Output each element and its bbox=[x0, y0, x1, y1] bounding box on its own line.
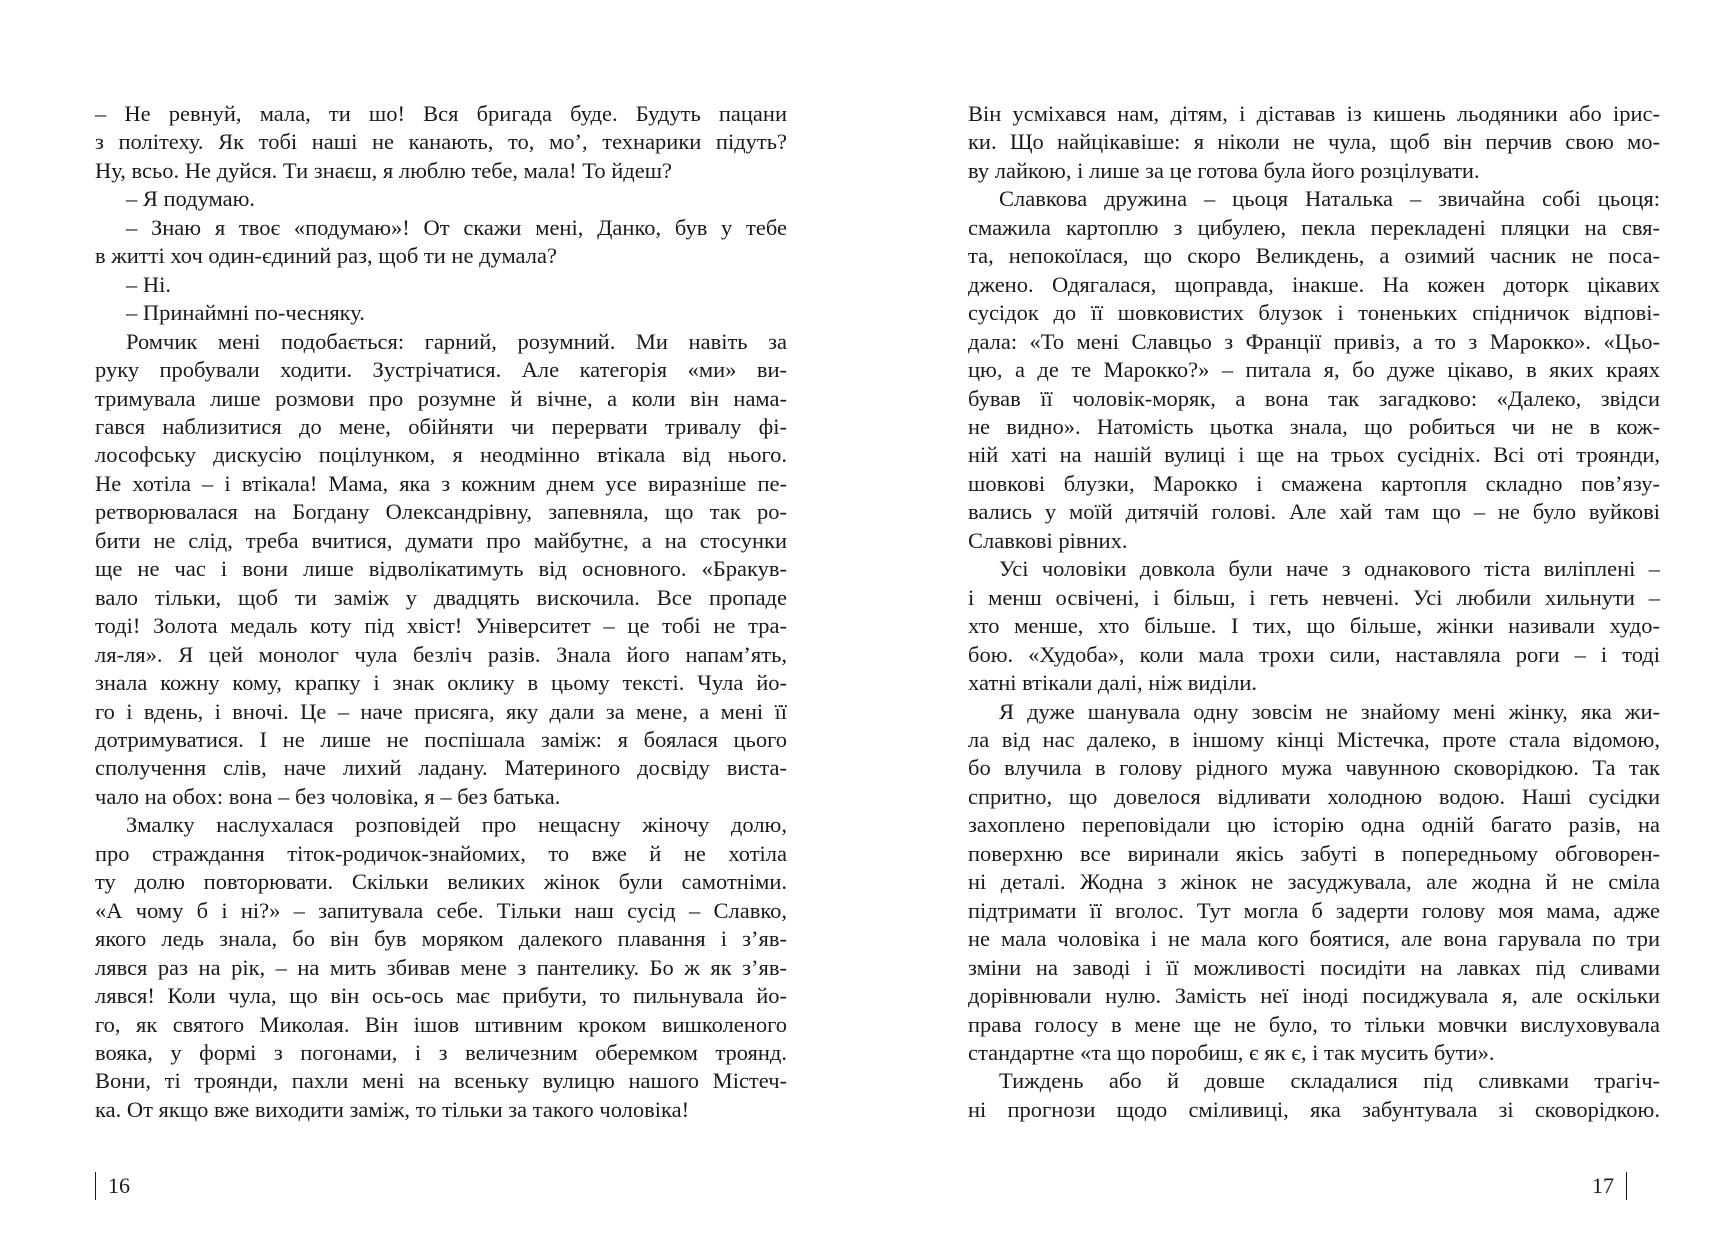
text-line: сполучення слів, наче лихий ладану. Материного досвіду виста- bbox=[95, 755, 787, 781]
text-line: сусідок до її шовковистих блузок і тоненьких спідничок відпові- bbox=[968, 300, 1660, 326]
text-line: про страждання тіток-родичок-знайомих, то вже й не хотіла bbox=[95, 840, 787, 866]
text-line: Він усміхався нам, дітям, і діставав із кишень льодяники або ірис- bbox=[968, 101, 1660, 126]
left-page-text bbox=[95, 100, 787, 1124]
text-line: – Принаймні по-чесняку. bbox=[126, 300, 365, 326]
text-line: шовкові блузки, Марокко і смажена картопля складно пов’язу- bbox=[968, 470, 1660, 496]
text-line: Вони, ті троянди, пахли мені на всеньку вулицю нашого Містеч- bbox=[95, 1068, 787, 1094]
text-line: вояка, у формі з погонами, і з величезним оберемком троянд. bbox=[95, 1039, 787, 1065]
text-line: тримувала лише розмови про розумне й вічне, а коли він нама- bbox=[95, 385, 787, 411]
text-line: Тиждень або й довше складалися під сливками трагіч- bbox=[999, 1068, 1660, 1094]
text-line: ретворювалася на Богдану Олександрівну, запевняла, що так ро- bbox=[95, 499, 787, 525]
text-line: хатні втікали далі, ніж виділи. bbox=[968, 670, 1258, 696]
text-line: вались у моїй дитячій голові. Але хай там що – не було вуйкові bbox=[968, 499, 1660, 525]
text-line: бити не слід, треба вчитися, думати про майбутнє, а на стосунки bbox=[95, 527, 787, 553]
text-line: го, як святого Миколая. Він ішов штивним кроком вишколеного bbox=[95, 1011, 787, 1037]
text-line: Не хотіла – і втікала! Мама, яка з кожним днем усе виразніше пе- bbox=[95, 470, 787, 496]
text-line: ву лайкою, і лише за це готова була його розцілувати. bbox=[968, 157, 1480, 183]
text-line: в житті хоч один-єдиний раз, щоб ти не думала? bbox=[95, 243, 557, 269]
text-line: бував її чоловік-моряк, а вона так загадково: «Далеко, звідси bbox=[968, 385, 1660, 411]
text-line: ла від нас далеко, в іншому кінці Містечка, проте стала відомою, bbox=[968, 726, 1660, 752]
text-line: чало на обох: вона – без чоловіка, я – без батька. bbox=[95, 783, 561, 809]
text-line: спритно, що довелося відливати холодною водою. Наші сусідки bbox=[968, 783, 1660, 809]
text-line: Славкові рівних. bbox=[968, 527, 1128, 553]
text-line: ній хаті на нашій вулиці і ще на трьох сусідніх. Всі оті троянди, bbox=[968, 442, 1660, 468]
text-line: захоплено переповідали цю історію одна одній багато разів, на bbox=[968, 812, 1660, 838]
text-line: ні прогнози щодо сміливиці, яка забунтувала зі сковорідкою. bbox=[968, 1096, 1660, 1122]
text-line: – Ні. bbox=[126, 271, 171, 297]
text-line: Усі чоловіки довкола були наче з однакового тіста виліплені – bbox=[999, 556, 1660, 582]
text-line: якого ледь знала, бо він був моряком далекого плавання і з’яв- bbox=[95, 926, 787, 952]
text-line: ту долю повторювати. Скільки великих жінок були самотніми. bbox=[95, 869, 787, 895]
page-number-left: 16 bbox=[95, 1172, 130, 1200]
text-line: ні деталі. Жодна з жінок не засуджувала, але жодна й не сміла bbox=[968, 869, 1660, 895]
text-line: джено. Одягалася, щоправда, інакше. На кожен доторк цікавих bbox=[968, 271, 1660, 297]
text-line: Я дуже шанувала одну зовсім не знайому мені жінку, яка жи- bbox=[999, 698, 1660, 724]
text-line: цю, а де те Марокко?» – питала я, бо дуже цікаво, в яких краях bbox=[968, 357, 1660, 383]
text-line: – Я подумаю. bbox=[126, 186, 256, 212]
text-line: смажила картоплю з цибулею, пекла перекладені пляцки на свя- bbox=[968, 214, 1660, 240]
text-line: – Не ревнуй, мала, ти шо! Вся бригада буде. Будуть пацани bbox=[95, 101, 787, 126]
right-page-text bbox=[968, 100, 1660, 1124]
text-line: хто менше, хто більше. І тих, що більше, жінки називали худо- bbox=[968, 613, 1660, 639]
text-line: го і вдень, і вночі. Це – наче присяга, яку дали за мене, а мені її bbox=[95, 698, 787, 724]
text-line: знала кожну кому, крапку і знак оклику в цьому тексті. Чула йо- bbox=[95, 670, 787, 696]
text-line: лософську дискусію поцілунком, я неодмінно втікала від нього. bbox=[95, 442, 787, 468]
text-line: підтримати її вголос. Тут могла б задерти голову моя мама, адже bbox=[968, 897, 1660, 923]
text-line: та, непокоїлася, що скоро Великдень, а озимий часник не поса- bbox=[968, 243, 1660, 269]
text-line: лявся раз на рік, – на мить збивав мене з пантелику. Бо ж як з’яв- bbox=[95, 954, 787, 980]
text-line: – Знаю я твоє «подумаю»! От скажи мені, Данко, був у тебе bbox=[126, 214, 787, 240]
text-line: дала: «То мені Славцьо з Франції привіз, а то з Марокко». «Цьо- bbox=[968, 328, 1660, 354]
text-line: бо влучила в голову рідного мужа чавунною сковорідкою. Та так bbox=[968, 755, 1660, 781]
text-line: дотримуватися. І не лише не поспішала заміж: я боялася цього bbox=[95, 726, 787, 752]
text-line: поверхню все виринали якісь забуті в попередньому обговорен- bbox=[968, 840, 1660, 866]
text-line: з політеху. Як тобі наші не канають, то, мо’, технарики підуть? bbox=[95, 129, 787, 155]
text-line: Ну, всьо. Не дуйся. Ти знаєш, я люблю тебе, мала! То йдеш? bbox=[95, 157, 673, 183]
text-line: зміни на заводі і її можливості посидіти на лавках під сливами bbox=[968, 954, 1660, 980]
text-line: стандартне «та що поробиш, є як є, і так мусить бути». bbox=[968, 1039, 1495, 1065]
text-line: не видно». Натомість цьотка знала, що робиться чи не в кож- bbox=[968, 413, 1660, 439]
text-line: руку пробували ходити. Зустрічатися. Але категорія «ми» ви- bbox=[95, 357, 787, 383]
text-line: права голосу в мене ще не було, то тільки мовчки вислуховувала bbox=[968, 1011, 1660, 1037]
text-line: гався наблизитися до мене, обійняти чи перервати тривалу фі- bbox=[95, 413, 787, 439]
text-line: вало тільки, щоб ти заміж у двадцять вискочила. Все пропаде bbox=[95, 584, 787, 610]
text-line: Ромчик мені подобається: гарний, розумний. Ми навіть за bbox=[126, 328, 787, 354]
text-line: не мала чоловіка і не мала кого боятися, але вона гарувала по три bbox=[968, 926, 1660, 952]
text-line: ки. Що найцікавіше: я ніколи не чула, щоб він перчив свою мо- bbox=[968, 129, 1660, 155]
text-line: ка. От якщо вже виходити заміж, то тільки за такого чоловіка! bbox=[95, 1096, 690, 1122]
text-line: ля-ля». Я цей монолог чула безліч разів. Знала його напам’ять, bbox=[95, 641, 787, 667]
text-line: дорівнювали нулю. Замість неї іноді посиджувала я, але оскільки bbox=[968, 983, 1660, 1009]
text-line: бою. «Худоба», коли мала трохи сили, наставляла роги – і тоді bbox=[968, 641, 1660, 667]
text-line: тоді! Золота медаль коту під хвіст! Університет – це тобі не тра- bbox=[95, 613, 787, 639]
page-number-right: 17 bbox=[1592, 1172, 1627, 1200]
text-line: ще не час і вони лише відволікатимуть від основного. «Бракув- bbox=[95, 556, 787, 582]
text-line: «А чому б і ні?» – запитувала себе. Тільки наш сусід – Славко, bbox=[95, 897, 787, 923]
text-line: Змалку наслухалася розповідей про нещасну жіночу долю, bbox=[126, 812, 787, 838]
text-line: і менш освічені, і більш, і геть невчені. Усі любили хильнути – bbox=[968, 584, 1660, 610]
text-line: лявся! Коли чула, що він ось-ось має прибути, то пильнувала йо- bbox=[95, 983, 787, 1009]
text-line: Славкова дружина – цьоця Наталька – звичайна собі цьоця: bbox=[999, 186, 1660, 212]
